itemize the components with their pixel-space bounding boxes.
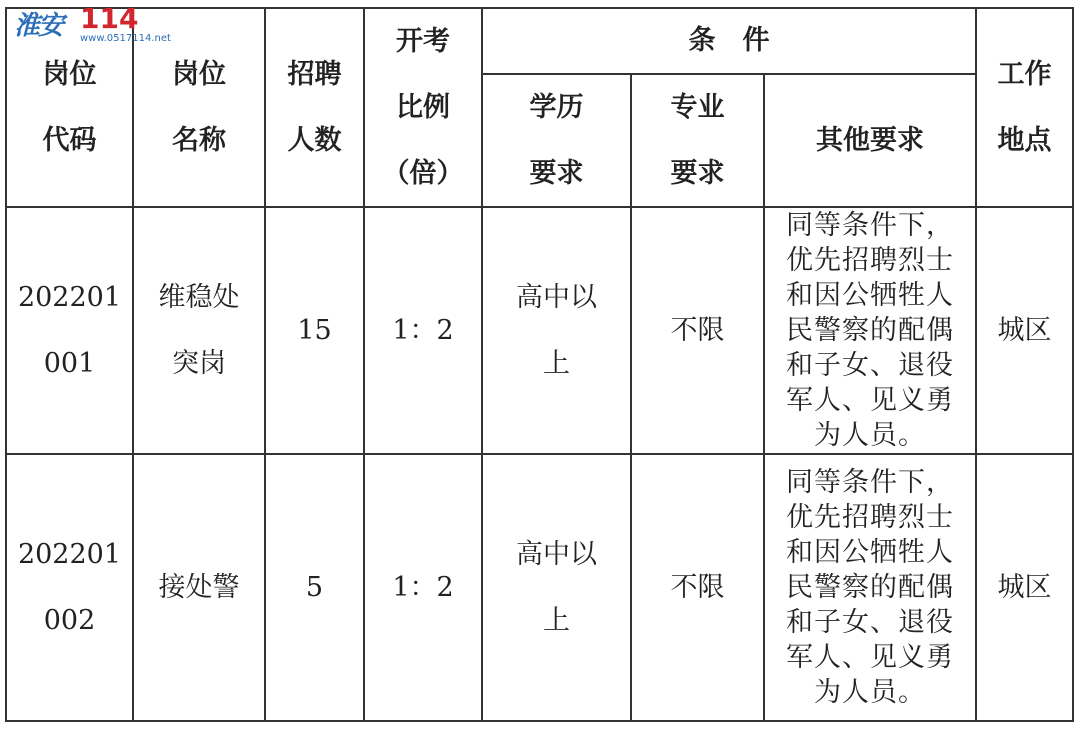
watermark-number: 114 (80, 2, 139, 35)
row-2-ratio: 1：2 (392, 571, 454, 603)
row-1-code: 202201 001 (17, 281, 122, 379)
row-2-location: 城区 (997, 571, 1052, 603)
header-other: 其他要求 (816, 124, 924, 156)
row-1-ratio: 1：2 (392, 314, 454, 346)
watermark-logo (14, 2, 184, 51)
header-count: 招聘 人数 (287, 58, 342, 156)
watermark-chars: 淮安 (14, 11, 63, 41)
grid-line (5, 720, 1074, 722)
row-2-education: 高中以 上 (516, 538, 597, 636)
row-1-major: 不限 (670, 314, 725, 346)
header-major: 专业 要求 (670, 91, 725, 189)
row-1-count: 15 (297, 314, 332, 346)
header-name: 岗位 名称 (172, 58, 226, 156)
row-2-count: 5 (305, 571, 324, 603)
row-2-code: 202201 002 (17, 538, 122, 636)
row-1-education: 高中以 上 (516, 281, 597, 379)
header-education: 学历 要求 (529, 91, 584, 189)
row-2-other-requirements: 同等条件下， 优先招聘烈士 和因公牺牲人 民警察的配偶 和子女、退役 军人、见义勇 为人员。 (786, 467, 954, 708)
grid-line (1072, 7, 1074, 721)
header-code: 岗位 代码 (42, 58, 97, 156)
row-2-major: 不限 (670, 571, 725, 603)
watermark-url: www.0517114.net (80, 33, 171, 44)
row-1-other-requirements: 同等条件下， 优先招聘烈士 和因公牺牲人 民警察的配偶 和子女、退役 军人、见义勇 为人员。 (786, 210, 954, 451)
header-conditions: 条 件 (688, 25, 770, 56)
header-location: 工作 地点 (997, 58, 1052, 156)
header-ratio: 开考 比例 （倍） (382, 25, 464, 189)
row-1-location: 城区 (997, 314, 1052, 346)
row-1-name: 维稳处 突岗 (158, 281, 240, 379)
row-2-name: 接处警 (158, 571, 240, 603)
